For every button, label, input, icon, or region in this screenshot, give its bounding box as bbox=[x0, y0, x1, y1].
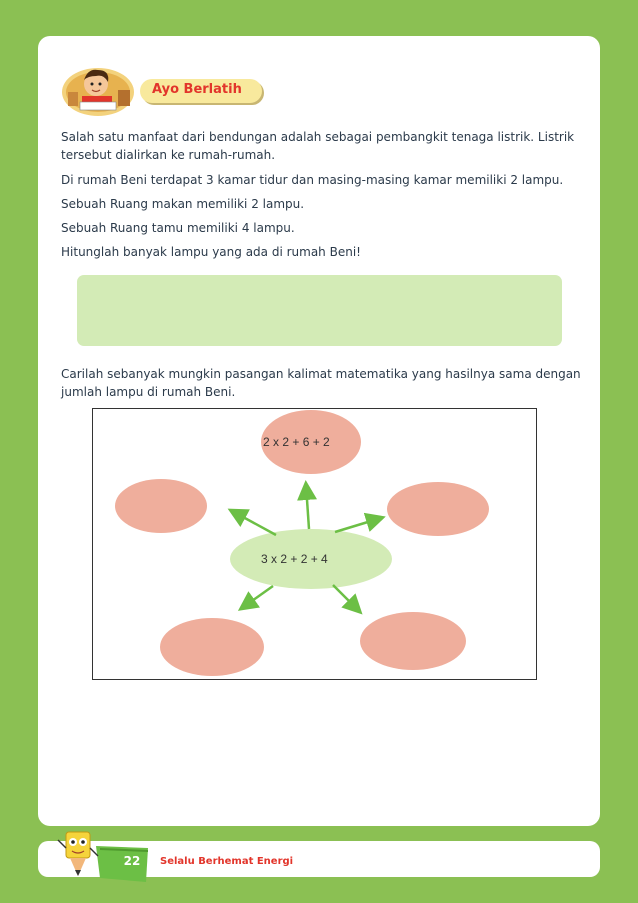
arrow-bottom-left bbox=[242, 586, 273, 608]
arrow-bottom-right bbox=[333, 585, 359, 611]
section-banner bbox=[60, 62, 250, 118]
instruction-paragraph: Carilah sebanyak mungkin pasangan kalimat matematika yang hasilnya sama dengan jumlah lampu di rumah Beni. bbox=[61, 367, 581, 399]
dining-room-lamps-paragraph: Sebuah Ruang makan memiliki 2 lampu. bbox=[61, 197, 305, 211]
bottom-right-node[interactable] bbox=[360, 612, 466, 670]
top-node-label: 2 x 2 + 6 + 2 bbox=[263, 435, 330, 449]
center-node-label: 3 x 2 + 2 + 4 bbox=[261, 552, 328, 566]
left-node[interactable] bbox=[115, 479, 207, 533]
bedroom-lamps-paragraph: Di rumah Beni terdapat 3 kamar tidur dan masing-masing kamar memiliki 2 lampu. bbox=[61, 173, 564, 187]
arrow-left bbox=[232, 511, 276, 535]
book-title: Selalu Berhemat Energi bbox=[160, 856, 294, 867]
arrow-right bbox=[335, 518, 381, 532]
boy-reading-icon bbox=[60, 62, 150, 118]
diagram-canvas bbox=[93, 409, 538, 681]
page-number: 22 bbox=[123, 854, 141, 868]
right-node[interactable] bbox=[387, 482, 489, 536]
diagram-frame bbox=[92, 408, 537, 680]
bottom-left-node[interactable] bbox=[160, 618, 264, 676]
living-room-lamps-paragraph: Sebuah Ruang tamu memiliki 4 lampu. bbox=[61, 221, 295, 235]
arrow-top bbox=[306, 485, 309, 529]
question-paragraph: Hitunglah banyak lampu yang ada di rumah Beni! bbox=[61, 245, 361, 259]
intro-paragraph: Salah satu manfaat dari bendungan adalah sebagai pembangkit tenaga listrik. Listrik tersebut dialirkan ke rumah-rumah. bbox=[61, 130, 575, 162]
answer-box[interactable] bbox=[77, 275, 562, 346]
section-title: Ayo Berlatih bbox=[152, 82, 242, 97]
